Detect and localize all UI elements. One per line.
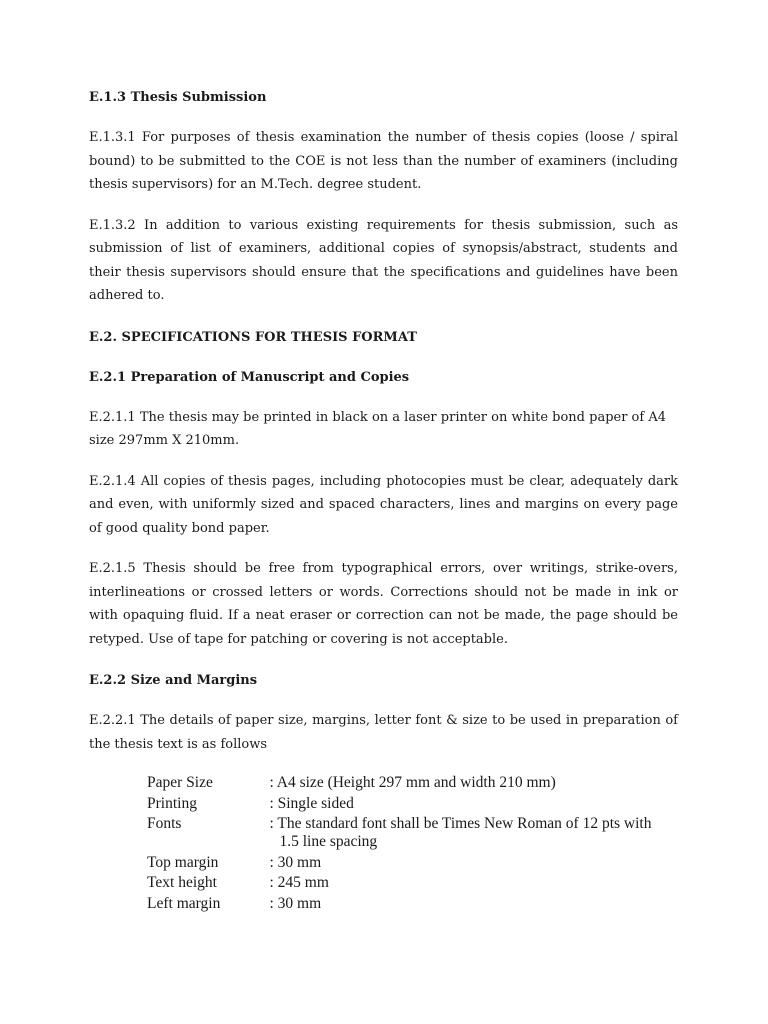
paragraph-e214: E.2.1.4 All copies of thesis pages, including photocopies must be clear, adequately dark and even, with uniformly sized and spaced characters, lines and margins on every page of good quality bond paper. [89, 473, 678, 536]
heading-e2-specifications: E.2. SPECIFICATIONS FOR THESIS FORMAT [89, 329, 417, 345]
spec-value: : 30 mm [269, 853, 322, 871]
spec-row-fonts [147, 815, 678, 854]
spec-row-text-height [147, 874, 678, 895]
spec-value-continuation: 1.5 line spacing [279, 833, 378, 850]
spec-value: : 30 mm [269, 894, 322, 912]
spec-row-paper-size [147, 774, 678, 795]
specs-table [147, 774, 678, 915]
spec-label: Printing [147, 794, 197, 812]
spec-label: Left margin [147, 894, 221, 912]
heading-e13-thesis-submission: E.1.3 Thesis Submission [89, 90, 267, 105]
spec-label: Paper Size [147, 774, 213, 791]
spec-row-top-margin [147, 854, 678, 875]
spec-value: : Single sided [269, 794, 354, 812]
paragraph-e132: E.1.3.2 In addition to various existing requirements for thesis submission, such as submission of list of examiners, additional copies of synopsis/abstract, students and their thesis supervisors should ensure that the specifications and guidelines have been adhered to. [89, 217, 678, 303]
paragraph-e131: E.1.3.1 For purposes of thesis examination the number of thesis copies (loose / spiral bound) to be submitted to the COE is not less than the number of examiners (including thesis supervisors) for an M.Tech. degree student. [89, 130, 678, 192]
spec-row-printing [147, 795, 678, 816]
paragraph-e211: E.2.1.1 The thesis may be printed in black on a laser printer on white bond paper of A4 size 297mm X 210mm. [89, 409, 666, 448]
spec-value-wrap [269, 815, 678, 854]
heading-e21-preparation: E.2.1 Preparation of Manuscript and Copies [89, 369, 410, 385]
spec-label: Text height [147, 874, 217, 891]
spec-value: : A4 size (Height 297 mm and width 210 mm) [269, 774, 556, 791]
spec-value: : The standard font shall be Times New Roman of 12 pts with [269, 815, 652, 832]
paragraph-e215: E.2.1.5 Thesis should be free from typographical errors, over writings, strike-overs, interlineations or crossed letters or words. Corrections should not be made in ink or with opaquing fluid. If a neat eraser or correction can not be made, the page should be retyped. Use of tape for patching or covering is not acceptable. [89, 561, 678, 647]
spec-value: : 245 mm [269, 874, 329, 891]
spec-row-left-margin [147, 895, 678, 916]
spec-label: Top margin [147, 853, 219, 871]
spec-label: Fonts [147, 815, 182, 832]
paragraph-e221: E.2.2.1 The details of paper size, margins, letter font & size to be used in preparation of the thesis text is as follows [89, 713, 678, 752]
heading-e22-size-margins: E.2.2 Size and Margins [89, 673, 258, 688]
